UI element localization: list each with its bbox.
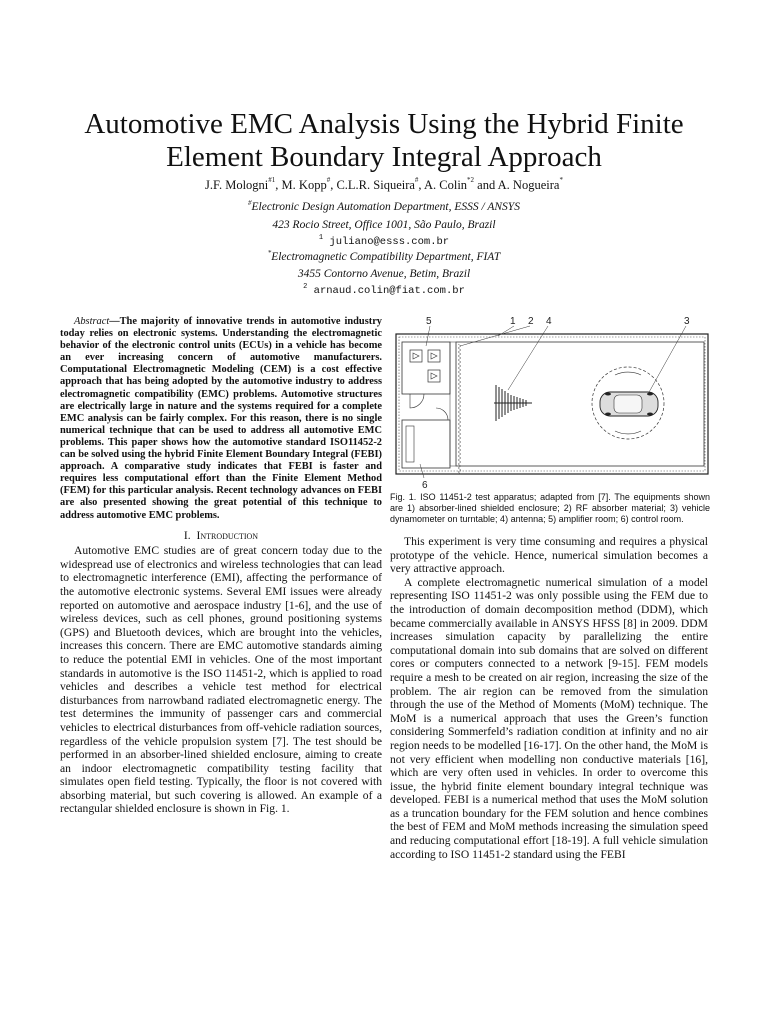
abstract bbox=[60, 316, 382, 522]
door bbox=[410, 394, 424, 408]
abstract-label: Abstract bbox=[74, 316, 110, 327]
fig-label-2: 2 bbox=[528, 316, 534, 327]
abstract-text: —The majority of innovative trends in automotive industry today relies on electronic systems. Understanding the electromagnetic behavior of the electronic control units (ECUs) in a vehicle has become an ever increasing concern of automotive manufacturers. Computational Electromagnetic Modeling (CEM) is a cost effective approach that has being adopted by the automotive industry to address electromagnetic compatibility (EMC) problems. Automotive structures are electrically large in nature and the systems required for a complete EMC analysis can be fairly complex. For this reason, there is no single numerical technique that can be used to address all automotive EMC problems. This paper shows how the automotive standard ISO11452-2 can be solved using the hybrid Finite Element Boundary Integral (FEBI) approach. A comparative study indicates that FEBI is faster and requires less computational effort than the Finite Element Method (FEM) for this particular analysis. Recent technology advances on FEBI are also presented showing the great potential of this technique to address automotive EMC problems. bbox=[60, 316, 382, 521]
author-affiliation-mark: # bbox=[414, 176, 419, 184]
fig-label-1: 1 bbox=[510, 316, 516, 327]
paper-title: Automotive EMC Analysis Using the Hybrid Finite Element Boundary Integral Approach bbox=[84, 108, 684, 173]
author-affiliation-mark: * bbox=[559, 176, 563, 184]
amplifier-box-3 bbox=[428, 370, 440, 382]
fig-label-4: 4 bbox=[546, 316, 552, 327]
figure-1-enclosure-diagram bbox=[390, 312, 710, 492]
author-name: J.F. Mologni bbox=[205, 178, 269, 192]
control-room bbox=[402, 420, 450, 468]
affiliation-2-line-2: 3455 Contorno Avenue, Betim, Brazil bbox=[297, 268, 471, 280]
affiliation-2-email: $^2$ arnaud.colin@fiat.com.br bbox=[303, 283, 465, 297]
fig-label-3: 3 bbox=[684, 316, 690, 327]
right-paragraph-2: A complete electromagnetic numerical simulation of a model representing ISO 11451-2 was only possible using the FEM due to the introduction of domain decomposition method (DDM), which became commercially available in ANSYS HFSS [8] in 2009. DDM increases simulation capacity by parallelizing the entire computational domain into sub domains that are solved on different cores or computers connected to a network [9-15]. FEM models require a mesh to be created on air region, increasing the size of the problem. The air region can be removed from the simulation through the use of the Method of Moments (MoM) technique. The MoM is a numerical approach that uses the Green’s function considering Sommerfeld’s radiation condition at infinity and no air region needs to be modelled [16-17]. On the other hand, the MoM is not very efficient when modelling non conductive materials [16], which are very often used in vehicles. In order to overcome this issue, the hybrid finite element boundary integral technique was developed. FEBI is a numerical method that uses the MoM solution as a truncation boundary for the FEM solution and hence combines the best of FEM and MoM methods increasing the simulation speed and reducing computational effort [18-19]. A full vehicle simulation according to ISO 11451-2 standard using the FEBI bbox=[390, 575, 708, 861]
author-name: A. Nogueira bbox=[497, 178, 560, 192]
chamber-wall bbox=[450, 342, 456, 466]
author-name: C.L.R. Siqueira bbox=[336, 178, 415, 192]
affiliation-1-email: $^1$ juliano@esss.com.br bbox=[318, 234, 450, 248]
affiliation-2-line-1: *Electromagnetic Compatibility Department, FIAT bbox=[267, 249, 501, 263]
right-paragraph-1: This experiment is very time consuming and requires a physical prototype of the vehicle. Hence, numerical simulation becomes a very attractive approach. bbox=[390, 535, 708, 576]
right-column bbox=[390, 535, 708, 861]
author-name: M. Kopp bbox=[281, 178, 327, 192]
enclosure-diagram bbox=[390, 312, 710, 492]
author-affiliation-mark: # bbox=[326, 176, 331, 184]
amplifier-room bbox=[402, 342, 450, 394]
amplifier-box-2 bbox=[428, 350, 440, 362]
intro-paragraph: Automotive EMC studies are of great concern today due to the widespread use of electronics and wireless technologies that can lead to electromagnetic interference (EMI), affecting the performance of the automotive electronic systems. Several EMI issues were already reported on automotive and aerospace industry [1-6], and the use of wireless devices, such as cell phones, ground positioning systems (GPS) and Bluetooth devices, which are brought into the vehicles, increases this concern. There are EMC automotive standards aiming to reduce the potential EMI in vehicles. One of the most important standards in automotive is the ISO 11451-2, which is applied to road vehicles and describes a vehicle test method for electrical disturbances from narrowband radiated electromagnetic energy. The test determines the immunity of passenger cars and commercial vehicles to electrical disturbances from off-vehicle radiation sources, regardless of the vehicle propulsion system [7]. The test should be performed in an absorber-lined shielded enclosure, aiming to create an indoor electromagnetic compatibility testing facility that simulates open field testing. Typically, the floor is not covered with absorbing material, but such covering is allowed. An example of a rectangular shielded enclosure is shown in Fig. 1. bbox=[60, 544, 382, 816]
author-name: A. Colin bbox=[423, 178, 468, 192]
section-heading-introduction: I. Introduction bbox=[183, 528, 259, 542]
left-column bbox=[60, 316, 382, 816]
fig-label-6: 6 bbox=[422, 480, 428, 491]
author-affiliation-mark: #1 bbox=[268, 176, 276, 184]
figure-1-caption: Fig. 1. ISO 11451-2 test apparatus; adapted from [7]. The equipments shown are 1) absorber-lined shielded enclosure; 2) RF absorber material; 3) vehicle dynamometer on turntable; 4) antenna; 5) amplifier room; 6) control room. bbox=[390, 492, 710, 524]
absorber-cones bbox=[458, 344, 461, 474]
fig-label-5: 5 bbox=[426, 316, 432, 327]
antenna bbox=[494, 385, 532, 421]
author-list: J.F. Mologni$^{\#1}$, M. Kopp#, C.L.R. Siqueira#, A. Colin$^{*2}$ and A. Nogueira* bbox=[205, 176, 563, 192]
vehicle bbox=[600, 392, 658, 416]
affiliation-1-line-2: 423 Rocio Street, Office 1001, São Paulo, Brazil bbox=[272, 219, 496, 231]
absorber-lining bbox=[399, 337, 705, 471]
enclosure-outline bbox=[396, 334, 708, 474]
amplifier-box-1 bbox=[410, 350, 422, 362]
affiliation-1-line-1: #Electronic Design Automation Department, ESSS / ANSYS bbox=[248, 199, 520, 213]
author-affiliation-mark: *2 bbox=[467, 176, 475, 184]
